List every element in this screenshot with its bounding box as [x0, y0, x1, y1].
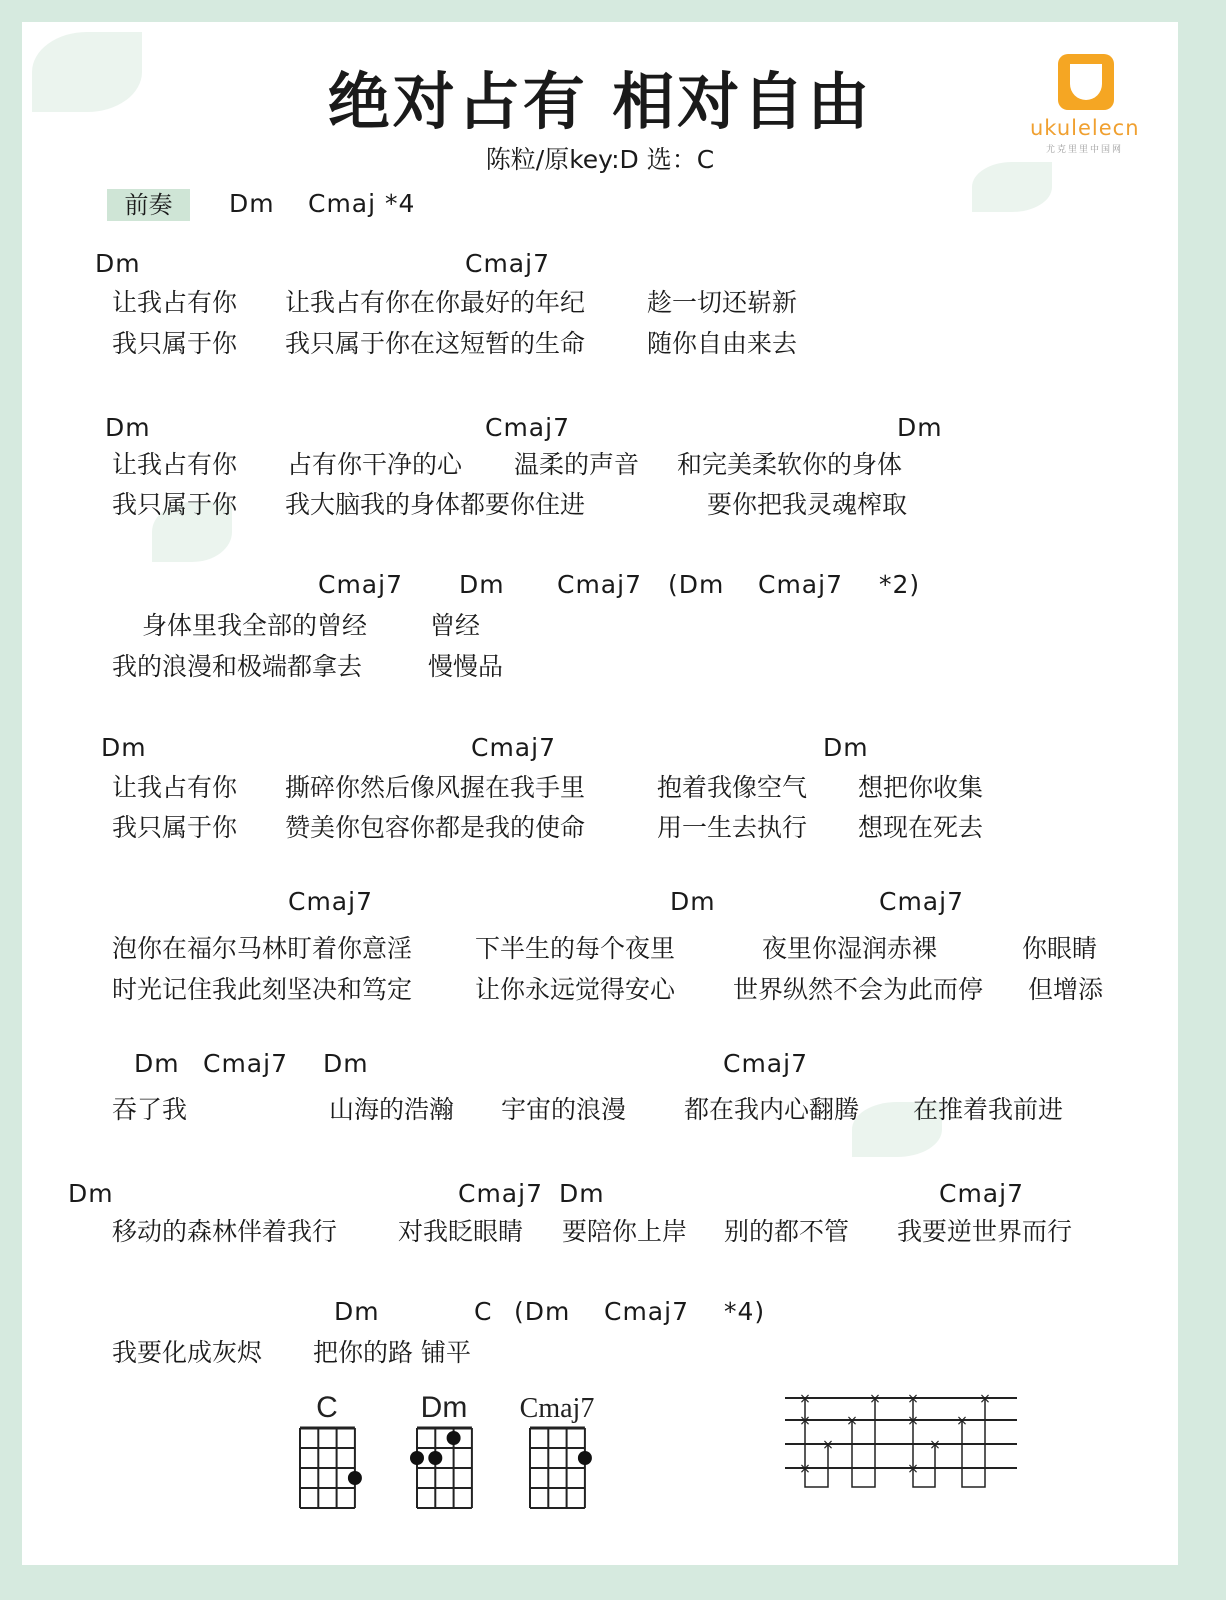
lyric-segment: 但增添 [1028, 975, 1104, 1004]
song-title: 绝对占有 相对自由 [327, 65, 873, 138]
chord-label: Cmaj7 [471, 733, 556, 762]
lyric-segment: 我的浪漫和极端都拿去 [112, 652, 363, 681]
diagram-label: Dm [420, 1391, 468, 1424]
chord-label: Cmaj7 [557, 570, 642, 599]
chord-label: Cmaj7 [485, 413, 570, 442]
tab-x-mark: × [907, 1413, 919, 1429]
chord-label: Dm [559, 1179, 605, 1208]
lyric-segment: 曾经 [430, 611, 481, 640]
lyric-segment: 趁一切还崭新 [647, 288, 798, 317]
chord-label: Dm [897, 413, 943, 442]
tab-x-mark: × [869, 1391, 881, 1407]
lyric-segment: 温柔的声音 [514, 450, 640, 479]
chord-label: Dm [95, 249, 141, 278]
lyric-segment: 宇宙的浪漫 [501, 1095, 627, 1124]
lyric-segment: 世界纵然不会为此而停 [733, 975, 984, 1004]
finger-dot [428, 1451, 442, 1465]
logo-subtext: 尤克里里中国网 [1046, 145, 1124, 155]
lyric-segment: 要陪你上岸 [562, 1217, 688, 1246]
finger-dot [578, 1451, 592, 1465]
lyric-segment: 想现在死去 [858, 813, 984, 842]
tab-stem [962, 1398, 985, 1487]
lyric-segment: 我要逆世界而行 [897, 1217, 1073, 1246]
lyric-segment: 身体里我全部的曾经 [142, 611, 368, 640]
chord-label: Cmaj7 [203, 1049, 288, 1078]
finger-dot [410, 1451, 424, 1465]
tab-stem [852, 1398, 875, 1487]
lyric-segment: 下半生的每个夜里 [475, 934, 676, 963]
lyric-segment: 和完美柔软你的身体 [677, 450, 903, 479]
finger-dot [447, 1431, 461, 1445]
lyric-segment: 想把你收集 [858, 773, 984, 802]
chord-label: Cmaj7 [758, 570, 843, 599]
lyric-segment: 都在我内心翻腾 [684, 1095, 860, 1124]
chord-label: Dm [101, 733, 147, 762]
tab-x-mark: × [907, 1461, 919, 1477]
lyric-segment: 占有你干净的心 [287, 450, 463, 479]
lyric-segment: 用一生去执行 [657, 813, 808, 842]
chord-label: Cmaj7 [604, 1297, 689, 1326]
lyric-segment: 慢慢品 [428, 652, 504, 681]
lyric-segment: 要你把我灵魂榨取 [707, 490, 908, 519]
chord-label: Cmaj7 [318, 570, 403, 599]
tab-x-mark: × [799, 1413, 811, 1429]
chord-label: Dm [334, 1297, 380, 1326]
lyric-segment: 我只属于你 [112, 813, 238, 842]
lyric-segment: 撕碎你然后像风握在我手里 [285, 773, 586, 802]
intro-badge: 前奏 [107, 189, 190, 221]
tab-x-mark: × [956, 1413, 968, 1429]
chord-label: Dm [134, 1049, 180, 1078]
lyric-segment: 夜里你湿润赤裸 [762, 934, 938, 963]
lyric-segment: 让我占有你 [112, 773, 238, 802]
lyric-segment: 泡你在福尔马林盯着你意淫 [112, 934, 413, 963]
chord-label: Dm [670, 887, 716, 916]
lyric-segment: 移动的森林伴着我行 [112, 1217, 338, 1246]
lyric-segment: 让我占有你 [112, 288, 238, 317]
tab-x-mark: × [799, 1461, 811, 1477]
lyric-segment: 吞了我 [112, 1095, 188, 1124]
chord-label: Cmaj7 [288, 887, 373, 916]
intro-chord: Cmaj *4 [308, 189, 416, 218]
chord-label: Dm [823, 733, 869, 762]
chord-label: Cmaj7 [458, 1179, 543, 1208]
lyric-segment: 时光记住我此刻坚决和笃定 [112, 975, 413, 1004]
chord-label: *4) [724, 1297, 766, 1326]
lyric-segment: 在推着我前进 [913, 1095, 1064, 1124]
lyric-segment: 赞美你包容你都是我的使命 [285, 813, 586, 842]
lyric-segment: 我要化成灰烬 [112, 1338, 263, 1367]
tab-x-mark: × [822, 1437, 834, 1453]
tab-x-mark: × [979, 1391, 991, 1407]
finger-dot [348, 1471, 362, 1485]
diagram-label: Cmaj7 [519, 1393, 595, 1424]
tab-x-mark: × [846, 1413, 858, 1429]
lyric-segment: 别的都不管 [724, 1217, 850, 1246]
tab-x-mark: × [907, 1391, 919, 1407]
chord-label: Cmaj7 [723, 1049, 808, 1078]
tab-x-mark: × [929, 1437, 941, 1453]
chord-label: Dm [68, 1179, 114, 1208]
lyric-segment: 让我占有你 [112, 450, 238, 479]
chord-label: Cmaj7 [465, 249, 550, 278]
logo-text: ukulelecn [1030, 116, 1140, 140]
chord-label: (Dm [514, 1297, 571, 1326]
lyric-segment: 把你的路 铺平 [313, 1338, 471, 1367]
intro-chord: Dm [229, 189, 275, 218]
chord-label: Dm [323, 1049, 369, 1078]
tab-x-mark: × [799, 1391, 811, 1407]
lyric-segment: 抱着我像空气 [657, 773, 808, 802]
lyric-segment: 我大脑我的身体都要你住进 [285, 490, 586, 519]
diagram-label: C [316, 1391, 338, 1424]
lyric-segment: 让你永远觉得安心 [475, 975, 676, 1004]
chord-label: Cmaj7 [939, 1179, 1024, 1208]
chord-label: *2) [879, 570, 921, 599]
lyric-segment: 我只属于你 [112, 490, 238, 519]
lyric-segment: 随你自由来去 [647, 329, 798, 358]
lyric-segment: 让我占有你在你最好的年纪 [285, 288, 586, 317]
chord-label: C [474, 1297, 493, 1326]
chord-label: Dm [459, 570, 505, 599]
chord-label: Dm [105, 413, 151, 442]
chord-label: Cmaj7 [879, 887, 964, 916]
lyric-segment: 山海的浩瀚 [329, 1095, 455, 1124]
lyric-segment: 我只属于你 [112, 329, 238, 358]
song-subtitle: 陈粒/原key:D 选：C [485, 145, 715, 174]
lyric-segment: 我只属于你在这短暂的生命 [285, 329, 586, 358]
lyric-segment: 对我眨眼睛 [398, 1217, 524, 1246]
chord-label: (Dm [668, 570, 725, 599]
lyric-segment: 你眼睛 [1022, 934, 1098, 963]
